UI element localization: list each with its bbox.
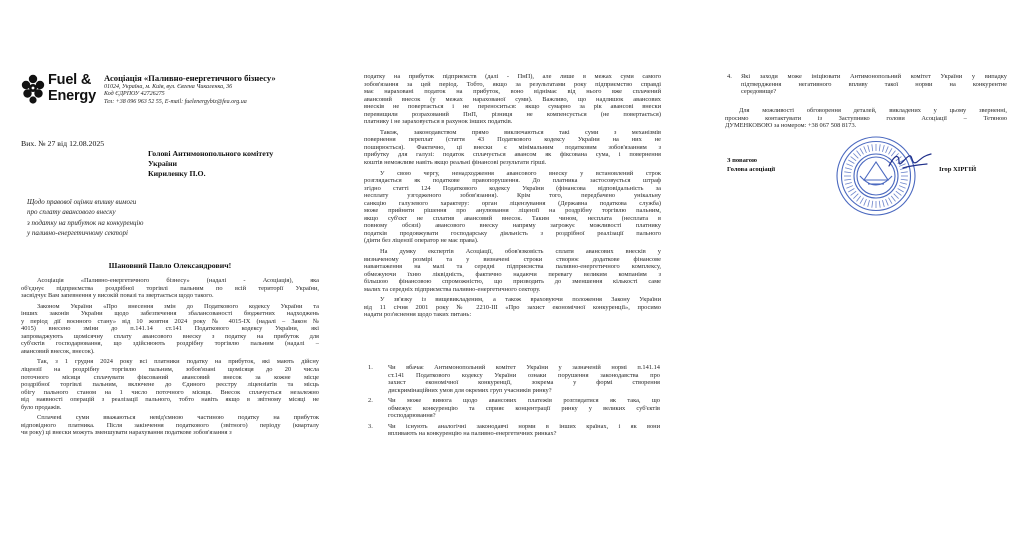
salutation: Шановний Павло Олександрович! <box>108 261 232 270</box>
question-line: Чи існують аналогічні законодавчі норми в інших країнах, і як вони <box>388 422 660 430</box>
question-number: 3. <box>368 422 373 430</box>
paragraph-line: має нараховані податок на прибуток, воно віднімає від нього вже сплачений <box>364 88 661 96</box>
question-item <box>368 364 660 394</box>
paragraph-line: внесків не повертається і не переноситься: якщо сумарно за рік авансові внески <box>364 103 661 111</box>
signatory-name: Ігор ХІРГІЙ <box>939 166 977 173</box>
association-contacts <box>104 84 284 106</box>
paragraph-line: може прийняти рішення про анулювання ліцензії на роздрібну торгівлю пальним, <box>364 207 661 215</box>
logo-wordmark: Fuel & Energy <box>48 72 96 104</box>
official-stamp-icon <box>834 134 918 218</box>
paragraph-line: коштів неможливе навіть якщо реальні фінансові результати гірші. <box>364 159 547 167</box>
contact-paragraph <box>725 107 1007 130</box>
paragraph <box>364 296 661 319</box>
question-line: Чи вбачає Антимонопольний комітет України у зазначеній нормі п.141.14 <box>388 364 660 371</box>
paragraph-line: Асоціація «Паливно-енергетичного бізнесу» (надалі - Асоціація), яка <box>37 277 319 284</box>
paragraph <box>21 358 319 411</box>
paragraph-line: авансовий внесок (у межах нарахованої суми). Важливо, що надлишок авансових <box>364 95 661 103</box>
fuel-energy-logo <box>21 73 101 107</box>
addressee-line: Голові Антимонопольного комітету <box>148 149 274 158</box>
question-line: підтвердження негативного впливу такої норми на конкурентне <box>741 80 1007 88</box>
contact-phone-email: Тел: +38 096 963 52 55, E-mail: fuelenergybiz@fea.org.ua <box>104 98 247 105</box>
page2-body-text <box>364 73 661 319</box>
paragraph-line: ліцензії на роздрібну торгівлю пальним, зобов'язані щомісяця до 20 числа <box>21 366 319 374</box>
paragraph-line: ДУМЕНКОВОЮ за номером: +38 067 508 8173. <box>725 122 857 130</box>
paragraph-line: санкцію галузевого характеру: орган ліцензування (Державна податкова служба) <box>364 199 661 207</box>
letter-page-1 <box>0 0 340 535</box>
subject-line: про сплату авансового внеску <box>27 208 116 217</box>
letter-page-3 <box>684 0 1024 535</box>
paragraph-line: надати роз'яснення щодо таких питань: <box>364 311 472 319</box>
addressee-line: Кириленку П.О. <box>148 168 206 178</box>
paragraph-line: суб'єктів господарювання, що здійснюють роздрібну торгівлю пальним (надалі – <box>21 340 319 348</box>
paragraph-line: Так, з 1 грудня 2024 року всі платники податку на прибуток, які мають дійсну <box>37 358 319 366</box>
paragraph <box>364 129 661 167</box>
paragraph <box>21 414 319 437</box>
paragraph-line: від наявності операцій з реалізації пального, тобто навіть якщо в звітному місяці не <box>21 396 319 404</box>
paragraph-line: авансовий внесок, внесок). <box>21 347 95 355</box>
paragraph-line: від 11 січня 2001 року № 2210-III «Про захист економічної конкуренції», просимо <box>364 303 661 311</box>
question-number: 4. <box>727 73 732 80</box>
question-line: господарювання? <box>388 412 436 420</box>
paragraph-line: повернення переплат (стаття 43 Податкового кодексу України на них не <box>364 136 661 144</box>
paragraph-line: інших законів України щодо забезпечення збалансованості бюджетних надходжень <box>21 310 319 318</box>
paragraph-line: якщо суб'єкт не сплатив авансовий внесок. Таким чином, несплата (несплата в <box>364 214 661 222</box>
page1-body-text <box>21 277 319 437</box>
paragraph-line: У свою чергу, ненадходження авансового внеску у встановлений строк <box>380 169 661 177</box>
closing-regards: З повагою <box>727 157 758 164</box>
paragraph-line: У зв'язку із вищевикладеним, а також враховуючи положення Закону України <box>380 296 661 304</box>
paragraph-line: розглядається як податкове правопорушення. До платника застосовується штраф <box>364 177 661 185</box>
paragraph-line: податків продовжувати господарську діяльність з роздрібної реалізації пального <box>364 229 661 237</box>
closing-block <box>727 157 775 175</box>
handwritten-signature <box>887 150 933 172</box>
paragraph <box>364 73 661 126</box>
subject-block <box>27 197 143 239</box>
paragraph-line: платнику і не зараховується в рахунок інших податків. <box>364 118 513 126</box>
subject-line: у паливно-енергетичному секторі <box>27 229 128 238</box>
association-name: Асоціація «Паливно-енергетичного бізнесу» <box>104 73 276 83</box>
paragraph-line: перевищили розрахований ПнП, різниця не компенсується (не повертається) <box>364 110 661 118</box>
question-line: Чи може вимога щодо авансових платежів розглядатися як така, що <box>388 397 660 405</box>
paragraph-line: більшою фінансовою спроможністю, що призводить до зменшення кількості саме <box>364 278 661 286</box>
paragraph-line: у період дії воєнного стану» від 10 жовтня 2024 року № 4015-IX (надалі – Закон № <box>21 317 319 325</box>
subject-line: Щодо правової оцінки впливу вимоги <box>27 198 137 206</box>
question-line: середовище? <box>741 88 777 96</box>
paragraph-line: зобов'язання за цей період. Тобто, якщо за результатами року підприємство справді <box>364 80 661 88</box>
subject-line: з податку на прибуток на конкуренцію <box>27 218 144 227</box>
paragraph-line: На думку експертів Асоціації, обов'язковість сплати авансових внесків у <box>380 248 661 256</box>
paragraph-line: Сплачені суми вважаються невід'ємною частиною податку на прибуток <box>37 414 319 422</box>
paragraph-line: Також, законодавством прямо виключаються такі суми з механізмів <box>380 128 661 136</box>
question-line: обмежує конкуренцію та сприяє концентрації ринку у великих суб'єктів <box>388 404 660 412</box>
flower-logo-icon <box>21 74 45 106</box>
paragraph <box>21 277 319 300</box>
paragraph-line: засвідчує Вам запевнення у високій повазі та звертається щодо такого. <box>21 292 214 300</box>
question-item <box>368 397 660 420</box>
paragraph-line: малих та середніх підприємства паливно-енергетичного сектору. <box>364 285 541 293</box>
paragraph-line: чи року) ці внески можуть зменшувати нарахування податкове зобов'язання з <box>21 429 232 437</box>
closing-position: Голова асоціації <box>727 165 776 173</box>
paragraph-line: навантаження на малі та середні підприємства паливно-енергетичного комплексу, <box>364 263 661 271</box>
paragraph-line: прибутку для галузі: податок сплачується авансом як фіксована сума, і повернення <box>364 151 661 159</box>
paragraph-line: обмежуючи їхню ліквідність, фактично надаючи перевагу великим компаніям з <box>364 270 661 278</box>
paragraph-line: 4015) внесено зміни до п.141.14 ст.141 Податкового кодексу України, які <box>21 325 319 333</box>
paragraph <box>364 170 661 245</box>
question-line: впливають на конкуренцію на паливно-енергетичних ринках? <box>388 430 557 438</box>
contact-address: 01024, Україна, м. Київ, вул. Євгена Чикаленка, 36 <box>104 84 233 90</box>
letter-page-2 <box>342 0 682 535</box>
question-line: Які заходи може ініціювати Антимонопольний комітет України у випадку <box>741 73 1007 80</box>
addressee-block <box>148 149 273 178</box>
question-item <box>368 423 660 438</box>
outgoing-number: Вих. № 27 від 12.08.2025 <box>21 139 105 148</box>
paragraph <box>21 303 319 356</box>
paragraph-line: обігу пального станом на 1 число поточного місяця. Внесок сплачується незалежно <box>21 388 319 396</box>
paragraph-line: згідно статті 124 Податкового кодексу України (фінансова відповідальність за <box>364 184 661 192</box>
paragraph-line: об'єднує підприємства роздрібної торгівлі пальним по всій території України, <box>21 284 319 292</box>
paragraph-line: поширюється). Фактично, ці внески є мінімальним податковим зобов'язанням з <box>364 143 661 151</box>
paragraph-line: поточного місяця сплачувати фіксований авансовий внесок за кожне місце <box>21 373 319 381</box>
paragraph-line: (діяти без ліцензії оператор не має права). <box>364 237 479 245</box>
question-line: захист економічної конкуренції, зокрема у формі створення <box>388 379 660 387</box>
paragraph-line: роздрібної торгівлі пальним, включене до Єдиного реєстру ліцензіатів та місць <box>21 381 319 389</box>
contact-edrpou: Код ЄДРПОУ 42726275 <box>104 91 165 98</box>
question-line: ст.141 Податкового кодексу України ознаки порушення законодавства про <box>388 371 660 379</box>
paragraph-line: Законом України «Про внесення змін до Податкового кодексу України та <box>37 302 319 310</box>
paragraph-line: відповідного платника. Після закінчення податкового (звітного) періоду (кварталу <box>21 421 319 429</box>
questions-list <box>368 364 660 441</box>
paragraph-line: несплату узгодженого зобов'язання). Крім того, передбачено унікальну <box>364 192 661 200</box>
paragraph-line: Для можливості обговорення деталей, викладених у цьому зверненні, <box>739 107 1007 114</box>
question-number: 1. <box>368 364 373 371</box>
question-line: дискримінаційних умов для окремих груп учасників ринку? <box>388 386 552 394</box>
paragraph-line: податку на прибуток підприємств (далі - ПнП), але лише в межах суми самого <box>364 73 661 80</box>
question-number: 2. <box>368 397 373 405</box>
paragraph-line: запроваджують щомісячну сплату авансового внеску з податку на прибуток для <box>21 332 319 340</box>
paragraph-line: просимо контактувати із Заступнико голови Асоціації – Тетяною <box>725 114 1007 122</box>
paragraph-line: повному обсязі) авансового внеску напряму загрожує можливості платнику <box>364 222 661 230</box>
paragraph-line: визначеному розмірі та у визначені строки створює додаткове фінансове <box>364 255 661 263</box>
paragraph <box>364 248 661 293</box>
paragraph-line: було продажів. <box>21 403 62 411</box>
addressee-line: України <box>148 158 177 168</box>
question-item <box>727 73 1007 99</box>
